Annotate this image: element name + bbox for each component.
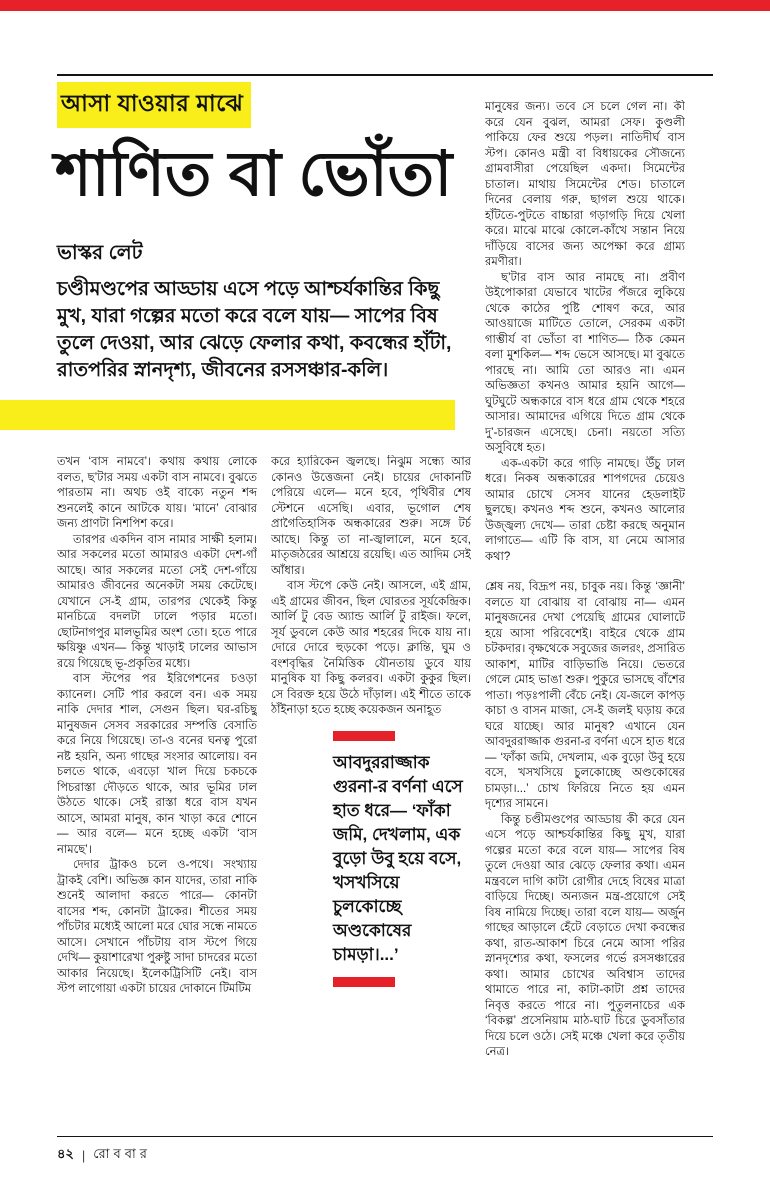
- footer-rule: [57, 1136, 713, 1137]
- body-paragraph: করে হ্যারিকেন জ্বলছে। নিঝুম সন্ধ্যে আর কোনও উত্তেজনা নেই। চায়ের দোকানটি পেরিয়ে এলে— মনে হবে, পৃথিবীর শেষ স্টেশনে এসেছি। এবার, ভূগোল শেষ প্রাগৈতিহাসিক অন্ধকারের শুরু। সঙ্গে টর্চ আছে। কিন্তু তা না-জ্বালালে, মনে হবে, মাতৃজঠরের আশ্রয়ে রয়েছি। এত আদিম সেই আঁধার।: [271, 456, 471, 577]
- masthead-red-bar: [0, 0, 770, 11]
- column-left: [57, 455, 257, 1135]
- pullquote-rule-top: [333, 731, 395, 741]
- body-paragraph: দেদার ট্রাকও চলে ও-পথে। সংখ্যায় ট্রাকই বেশি। অভিজ্ঞ কান যাদের, তারা নাকি শুনেই আলাদা করতে পারে— কোনটা বাসের শব্দ, কোনটা ট্রাকের। শীতের সময় পাঁচটার মধ্যেই আলো মরে ঘোর সন্ধে নামতে আসে। সেখানে পাঁচটায় বাস স্টপে গিয়ে দেখি— কুয়াশারেখা পুরুষ্টু সাদা চাদরের মতো আকার নিয়েছে। ইলেকট্রিসিটি নেই। বাস স্টপ লাগোয়া একটা চায়ের দোকানে টিমটিম: [57, 859, 257, 995]
- column-middle: [271, 455, 471, 1135]
- footer-page-number: ৪২: [57, 1146, 74, 1161]
- header-rule: [57, 74, 713, 76]
- column-right: [485, 100, 685, 1110]
- body-paragraph: বাস স্টপে কেউ নেই। আসলে, এই গ্রাম, এই গ্রামের জীবন, ছিল ঘোরতর সূর্যকেন্দ্রিক। আর্লি টু বেড অ্যান্ড আর্লি টু রাইজ। ফলে, সূর্য ডুবলে কেউ আর শহরের দিকে যায় না। দোরে দোরে হুড়কো পড়ে। ক্লান্তি, ঘুম ও বংশবৃদ্ধির নৈমিত্তিক যৌনতায় ডুবে যায় মানুষিক যা কিছু কলরব। একটা কুকুর ছিল। সে বিরক্ত হয়ে উঠে দাঁড়াল। এই শীতে তাকে ঠাঁইনাড়া হতে হচ্ছে কয়েকজন অনাহূত: [271, 580, 471, 716]
- body-paragraph: তখন ‘বাস নামবে’। কথায় কথায় লোকে বলত, ছ’টার সময় একটা বাস নামবে। বুঝতে পারতাম না। অথচ ওই বাক্যে নতুন শব্দ শুনলেই কানে আটকে যায়। ‘মানে’ বোঝার জন্য প্রাণটা নিশপিশ করে।: [57, 456, 257, 530]
- body-paragraph: এক-একটা করে গাড়ি নামছে। উঁচু ঢাল ধরে। নিকষ অন্ধকারের শাপগদের চেয়েও আমার চোখে সেসব যানের হেডলাইট ছুলছে। কখনও শব্দ শুনে, কখনও আলোর উজ্জ্বল্য দেখে— তারা চেষ্টা করছে অনুমান লাগাতে— এটি কি বাস, যা নেমে আসার কথা?: [485, 457, 685, 563]
- footer: [57, 1145, 713, 1166]
- pullquote-text: আবদুররাজ্জাক গুরনা-র বর্ণনা এসে হাত ধরে— ‘ফাঁকা জমি, দেখলাম, এক বুড়ো উবু হয়ে বসে, খসখসিয়ে চুলকোচ্ছে অণ্ডকোষের চামড়া।...’: [333, 752, 463, 964]
- body-paragraph: তারপর একদিন বাস নামার সাক্ষী হলাম। আর সকলের মতো আমারও একটা দেশ-গাঁ আছে। আর সকলের মতো সেই দেশ-গাঁয়ে আমারও জীবনের অনেকটা সময় কেটেছে। যেখানে সে-ই গ্রাম, তারপর থেকেই কিন্তু মানচিত্রে বদলটা ঢালে পড়ার মতো। ছোটনাগপুর মালভূমির অংশ তো। হতে পারে ক্ষয়িষ্ণু এখন— কিন্তু খাড়াই ঢালের আভাস রয়ে গিয়েছে ভূ-প্রকৃতির মধ্যে।: [57, 533, 257, 670]
- body-paragraph: ছ’টার বাস আর নামছে না। প্রবীণ উইপোকারা যেভাবে খাটের পঁজরে লুকিয়ে থেকে কাঠের পুষ্টি শোষণ করে, আর আওয়াজে মাটিতে তোলে, সেরকম একটা গাম্ভীর্য বা ভোঁতা বা শাণিত— ঠিক কেমন বলা মুশকিল— শব্দ ভেসে আসছে। মা বুঝতে পারছে না। আমি তো আরও না। এমন অভিজ্ঞতা কখনও আমার হয়নি আগে— ঘুটঘুটে অন্ধকারে বাস ধরে গ্রাম থেকে শহরে আসার। আমাদের এগিয়ে দিতে গ্রাম থেকে দু’-চারজন এসেছে। চেনা। নয়তো সত্যি অসুবিধে হত।: [485, 271, 685, 454]
- pullquote-rule-bottom: [333, 977, 395, 987]
- body-paragraph: মানুষের জন্য। তবে সে চলে গেল না। কী করে যেন বুঝল, আমরা সেফ। কুণ্ডলী পাকিয়ে ফের শুয়ে পড়ল। নাতিদীর্ঘ বাস স্টপ। কোনও মন্ত্রী বা বিধায়কের সৌজন্যে গ্রামবাসীরা পেয়েছিল একদা। সিমেন্টের চাতাল। মাথায় সিমেন্টের শেড। চাতালে দিনের বেলায় গরু, ছাগল শুয়ে থাকে। হাঁটতে-পুটতে বাচ্চারা গড়াগড়ি দিয়ে খেলা করে। মাঝে মাঝে কোলে-কাঁখে সন্তান নিয়ে দাঁড়িয়ে বাসের জন্য অপেক্ষা করে গ্রাম্য রমণীরা।: [485, 101, 685, 268]
- footer-magazine-title: রোববার: [93, 1146, 151, 1161]
- footer-divider: |: [81, 1148, 86, 1163]
- body-paragraph: বাস স্টপের পর ইরিগেশনের চওড়া ক্যানেল। সেটি পার করলে বন। এক সময় নাকি দেদার শাল, সেগুন ছিল। ঘর-রচিছু মানুষজন সেসব সরকারের সম্পত্তি বেসাতি করে নিয়ে গিয়েছে। তা-ও বনের ঘনত্ব পুরো নষ্ট হয়নি, অন্য গাছের সংসার আলোয়। বন চলতে থাকে, এবড়ো খাল দিয়ে চকচকে পিচরাস্তা দৌড়তে থাকে, আর ভূমির ঢাল উঠতে থাকে। সেই রাস্তা ধরে বাস যখন আসে, আমরা মানুষ, কান খাড়া করে শোনে— আর বলে— মনে হচ্ছে একটা ‘বাস নামছে’।: [57, 673, 257, 856]
- section-label: আসা যাওয়ার মাঝে: [57, 82, 251, 128]
- author-byline: ভাস্কর লেট: [57, 242, 143, 264]
- body-paragraph: শ্লেষ নয়, বিদ্রূপ নয়, চাবুক নয়। কিন্তু ‘জ্ঞানী’ বলতে যা বোঝায় বা বোঝায় না— এমন মানুষজনের দেখা পেয়েছি গ্রামের ঘোলাটে হয়ে আসা পরিবেশেই। বাইরে থেকে গ্রাম চটকদার। বৃক্ষথেকে সবুজের জলরং, প্রসারিত আকাশ, মাটির বাড়িভাঙি নিয়ে। ভেতরে গেলে মোহ ভাঙা শুরু। পুকুরে ভাসছে বাঁশের পাতা। পড়ঃপালী বেঁচে নেই। যে-জলে কাপড় কাচা ও বাসন মাজা, সে-ই জলই ঘড়ায় করে ঘরে যাচ্ছে। আর মানুষ? এখানে যেন আবদুররাজ্জাক গুরনা-র বর্ণনা এসে হাত ধরে— ‘ফাঁকা জমি, দেখলাম, এক বুড়ো উবু হয়ে বসে, খসখসিয়ে চুলকোচ্ছে অণ্ডকোষের চামড়া।...’ চোখ ফিরিয়ে নিতে হয় এমন দৃশ্যের সামনে।: [485, 581, 685, 810]
- article-headline: শাণিত বা ভোঁতা: [55, 140, 453, 209]
- yellow-accent-bar: [0, 400, 455, 430]
- column-middle-text: [271, 455, 471, 719]
- lead-paragraph: চণ্ডীমণ্ডপের আড্ডায় এসে পড়ে আশ্চর্যকান্তির কিছু মুখ, যারা গল্পের মতো করে বলে যায়— সাপের বিষ তুলে দেওয়া, আর ঝেড়ে ফেলার কথা, কবন্ধের হাঁটা, রাতপরির স্নানদৃশ্য, জীবনের রসসঞ্চার-কলি।: [57, 278, 452, 381]
- pullquote: [333, 731, 471, 987]
- body-paragraph: কিন্তু চণ্ডীমণ্ডপের আড্ডায় কী করে যেন এসে পড়ে আশ্চর্যকান্তির কিছু মুখ, যারা গল্পের মতো করে বলে যায়— সাপের বিষ তুলে দেওয়া আর ঝেড়ে ফেলার কথা। এমন মন্ত্রবলে দাগি কাটা রোগীর দেহে বিষের মাত্রা বাড়িয়ে দিচ্ছে। অন্যজন মন্ত্র-প্রয়োগে সেই বিষ নামিয়ে দিচ্ছে। তারা বলে যায়— অর্জুন গাছের আড়ালে হেঁটে বেড়াতে দেখা কবন্ধের কথা, রাত-আকাশ চিরে নেমে আসা পরির স্নানদৃশ্যের কথা, ফসলের গর্ভে রসসঞ্চারের কথা। আমার চোখের অবিশ্বাস তাদের থামাতে পারে না, কাটা-কাটা প্রশ্ন তাদের নিবৃত্ত করতে পারে না। পুতুলনাচের এক ‘বিকল্প’ প্রসেনিয়াম মাঠ-ঘাট চিরে ডুবসাঁতার দিয়ে চলে ওঠে। সেই মঞ্চে খেলা করে তৃতীয় নেত্র।: [485, 813, 685, 1058]
